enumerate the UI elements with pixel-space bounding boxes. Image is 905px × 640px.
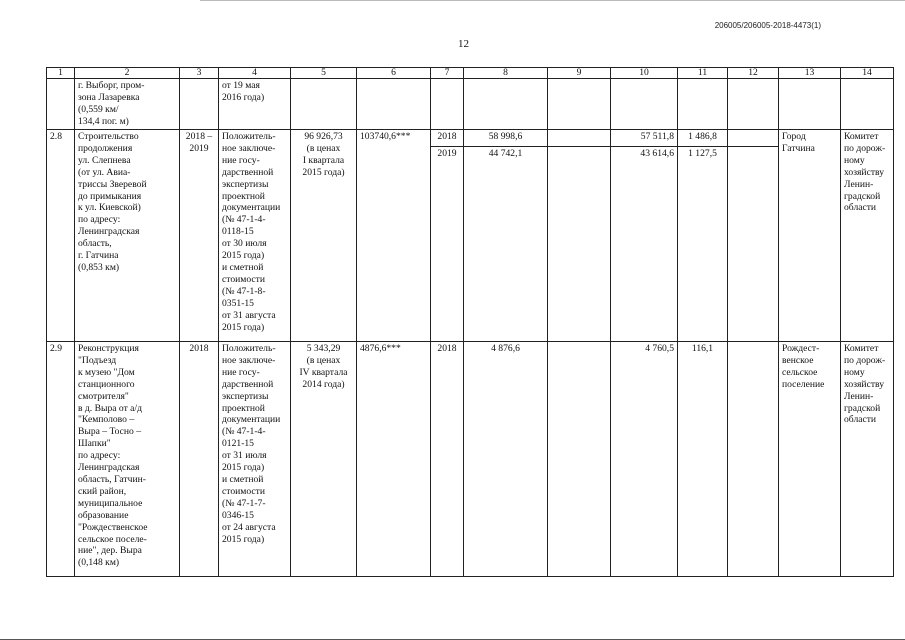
row-2-9-customer: Комитет по дорож- ному хозяйству Ленин- градской области [841,342,894,577]
col-header-10: 10 [611,68,678,79]
col-header-4: 4 [219,68,291,79]
row-2-9-years: 2018 [180,342,219,577]
row-2-8-total-1: 58 998,6 [464,130,548,147]
row-2-8-years: 2018 – 2019 [180,130,219,342]
col-header-12: 12 [728,68,779,79]
row-2-9-local: 116,1 [678,342,728,577]
row-2-8-cost: 103740,6*** [357,130,431,342]
row-2-8-year-1: 2018 [431,130,464,147]
page-number: 12 [458,38,469,50]
program-table-sheet [46,67,894,577]
col-header-9: 9 [548,68,611,79]
row-2-8-c9-1 [548,130,611,147]
col-header-5: 5 [291,68,357,79]
table-row-2-9 [47,342,894,577]
row-2-8-c12-2 [728,147,779,342]
row-2-9-location: Рождест- венское сельское поселение [779,342,841,577]
row-2-9-expertise: Положитель- ное заключе- ние госу- дарственной экспертизы проектной документации (№ 47-1-4- 0121-15 от 31 июля 2015 года) и сметной стоимости (№ 47-1-7- 0346-15 от 24 августа 2015 года) [219,342,291,577]
row-2-8-total-2: 44 742,1 [464,147,548,342]
col-header-2: 2 [75,68,180,79]
program-table [46,67,894,577]
row-2-8-regional-2: 43 614,6 [611,147,678,342]
col-header-3: 3 [180,68,219,79]
row-2-8-customer: Комитет по дорож- ному хозяйству Ленин- градской области [841,130,894,342]
row-2-9-regional: 4 760,5 [611,342,678,577]
col-header-14: 14 [841,68,894,79]
cont-object-name: г. Выборг, пром- зона Лазаревка (0,559 км/ 134,4 пог. м) [75,79,180,130]
row-2-9-year: 2018 [431,342,464,577]
document-id: 206005/206005-2018-4473(1) [714,21,821,30]
row-2-8-object-name: Строительство продолжения ул. Слепнева (от ул. Авиа- триссы Зверевой до примыкания к ул. Киевской) по адресу: Ленинградская область, г. Гатчина (0,853 км) [75,130,180,342]
row-2-9-c12 [728,342,779,577]
col-header-7: 7 [431,68,464,79]
row-2-8-number: 2.8 [47,130,75,342]
row-2-8-location: Город Гатчина [779,130,841,342]
row-2-9-c9 [548,342,611,577]
top-edge-line [200,0,905,1]
row-2-8-regional-1: 57 511,8 [611,130,678,147]
row-2-8-estimated-cost: 96 926,73 (в ценах I квартала 2015 года) [291,130,357,342]
col-header-6: 6 [357,68,431,79]
col-header-11: 11 [678,68,728,79]
row-2-8-c12-1 [728,130,779,147]
row-2-9-estimated-cost: 5 343,29 (в ценах IV квартала 2014 года) [291,342,357,577]
cont-expertise: от 19 мая 2016 года) [219,79,291,130]
row-2-8-c9-2 [548,147,611,342]
row-2-9-total: 4 876,6 [464,342,548,577]
row-2-9-number: 2.9 [47,342,75,577]
row-2-9-cost: 4876,6*** [357,342,431,577]
col-header-13: 13 [779,68,841,79]
table-row-continuation [47,79,894,130]
row-2-8-local-1: 1 486,8 [678,130,728,147]
row-2-8-expertise: Положитель- ное заключе- ние госу- дарственной экспертизы проектной документации (№ 47-1-4- 0118-15 от 30 июля 2015 года) и сметной стоимости (№ 47-1-8- 0351-15 от 31 августа 2015 года) [219,130,291,342]
column-number-row [47,68,894,79]
row-2-9-object-name: Реконструкция "Подъезд к музею "Дом станционного смотрителя" в д. Выра от а/д "Кемполово – Выра – Тосно – Шапки" по адресу: Ленинградская область, Гатчин- ский район, муниципальное образование "Рождественское сельское поселе- ние", дер. Выра (0,148 км) [75,342,180,577]
row-2-8-local-2: 1 127,5 [678,147,728,342]
col-header-1: 1 [47,68,75,79]
row-2-8-year-2: 2019 [431,147,464,342]
table-row-2-8 [47,130,894,147]
col-header-8: 8 [464,68,548,79]
